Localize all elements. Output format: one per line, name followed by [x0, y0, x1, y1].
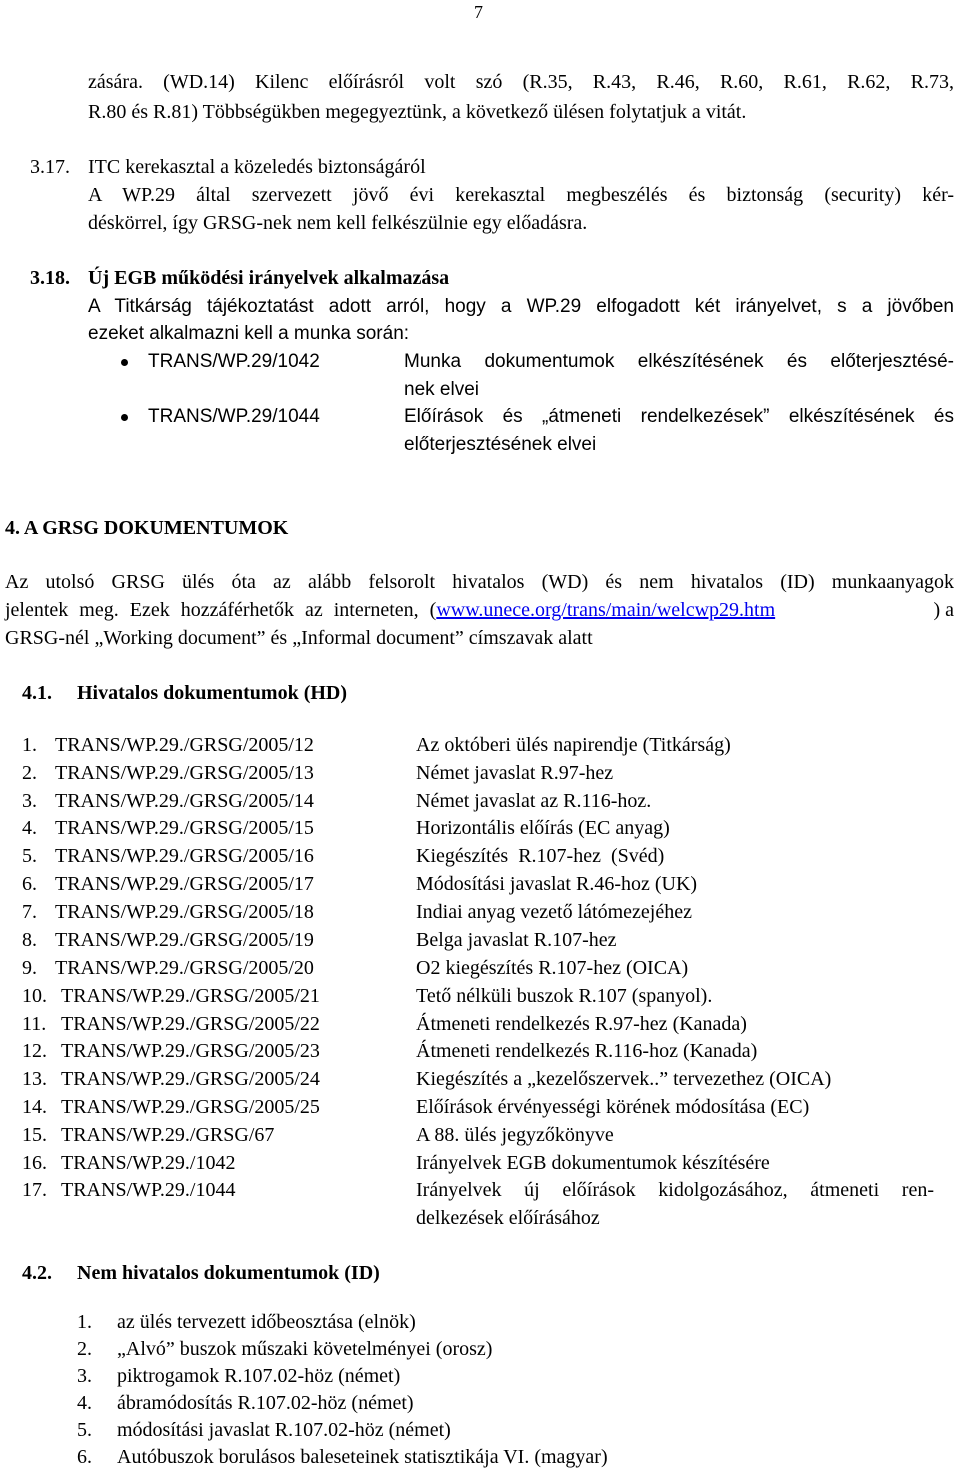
section-3-18-title: Új EGB működési irányelvek alkalmazása: [88, 267, 450, 289]
doc-number: 16.: [22, 1152, 47, 1174]
doc-code: TRANS/WP.29./1042: [61, 1152, 236, 1174]
section-4-heading: 4. A GRSG DOKUMENTUMOK: [5, 517, 289, 539]
doc-code: TRANS/WP.29./GRSG/2005/16: [55, 845, 314, 867]
section-3-18-line-1: A Titkárság tájékoztatást adott arról, hogy a WP.29 elfogadott két irányelvet, s a jövőben: [88, 296, 954, 317]
section-3-18-line-2: ezeket alkalmazni kell a munka során:: [88, 323, 410, 344]
doc-number: 9.: [22, 957, 37, 979]
doc-description: Tető nélküli buszok R.107 (spanyol).: [416, 985, 713, 1007]
informal-text: módosítási javaslat R.107.02-höz (német): [117, 1419, 451, 1441]
bullet-code-1: TRANS/WP.29/1042: [148, 351, 320, 372]
informal-number: 4.: [77, 1392, 92, 1414]
doc-number: 13.: [22, 1068, 47, 1090]
doc-code: TRANS/WP.29./1044: [61, 1179, 236, 1201]
informal-number: 3.: [77, 1365, 92, 1387]
section-3-17-line-2: déskörrel, így GRSG-nek nem kell felkészülnie egy előadásra.: [88, 212, 588, 234]
doc-description: Német javaslat az R.116-hoz.: [416, 790, 652, 812]
doc-description: Kiegészítés a „kezelőszervek..” tervezethez (OICA): [416, 1068, 832, 1090]
section-4-line-2-post: ) a: [933, 599, 954, 621]
section-3-18-number: 3.18.: [30, 267, 70, 289]
bullet-desc-1-cont: nek elvei: [404, 379, 479, 400]
page-number: 7: [474, 2, 483, 22]
doc-description: Indiai anyag vezető látómezejéhez: [416, 901, 692, 923]
bullet-desc-1: Munka dokumentumok elkészítésének és előterjesztésé-: [404, 351, 954, 372]
bullet-desc-2-cont: előterjesztésének elvei: [404, 434, 597, 455]
section-3-17-title: ITC kerekasztal a közeledés biztonságáról: [88, 156, 426, 178]
informal-number: 5.: [77, 1419, 92, 1441]
doc-code: TRANS/WP.29./GRSG/2005/12: [55, 734, 314, 756]
doc-number: 8.: [22, 929, 37, 951]
doc-number: 15.: [22, 1124, 47, 1146]
section-4-1-number: 4.1.: [22, 682, 52, 704]
doc-number: 12.: [22, 1040, 47, 1062]
doc-code: TRANS/WP.29./GRSG/2005/21: [61, 985, 320, 1007]
informal-text: ábramódosítás R.107.02-höz (német): [117, 1392, 414, 1414]
bullet-dot: [121, 414, 128, 421]
doc-code: TRANS/WP.29./GRSG/2005/22: [61, 1013, 320, 1035]
doc-code: TRANS/WP.29./GRSG/67: [61, 1124, 275, 1146]
section-4-1-title: Hivatalos dokumentumok (HD): [77, 682, 348, 704]
intro-line-2: R.80 és R.81) Többségükben megegyeztünk, a következő ülésen folytatjuk a vitát.: [88, 101, 747, 123]
doc-number: 6.: [22, 873, 37, 895]
doc-code: TRANS/WP.29./GRSG/2005/18: [55, 901, 314, 923]
informal-text: piktrogamok R.107.02-höz (német): [117, 1365, 401, 1387]
doc-number: 10.: [22, 985, 47, 1007]
doc-code: TRANS/WP.29./GRSG/2005/19: [55, 929, 314, 951]
doc-number: 3.: [22, 790, 37, 812]
doc-number: 14.: [22, 1096, 47, 1118]
section-4-line-2-text: jelentek meg. Ezek hozzáférhetők az interneten, (www.unece.org/trans/main/welcwp29.htm: [5, 599, 776, 621]
intro-line-1: zására. (WD.14) Kilenc előírásról volt szó (R.35, R.43, R.46, R.60, R.61, R.62, R.73,: [88, 71, 954, 93]
informal-text: az ülés tervezett időbeosztása (elnök): [117, 1311, 416, 1333]
doc-code: TRANS/WP.29./GRSG/2005/14: [55, 790, 314, 812]
informal-number: 2.: [77, 1338, 92, 1360]
section-4-line-3: GRSG-nél „Working document” és „Informal document” címszavak alatt: [5, 627, 593, 649]
doc-description: A 88. ülés jegyzőkönyve: [416, 1124, 614, 1146]
bullet-dot: [121, 359, 128, 366]
doc-description: Irányelvek új előírások kidolgozásához, átmeneti ren-: [416, 1179, 934, 1201]
doc-description-cont: delkezések előírásához: [416, 1207, 600, 1229]
section-4-2-title: Nem hivatalos dokumentumok (ID): [77, 1262, 380, 1284]
doc-code: TRANS/WP.29./GRSG/2005/23: [61, 1040, 320, 1062]
doc-number: 4.: [22, 817, 37, 839]
unece-link[interactable]: www.unece.org/trans/main/welcwp29.htm: [436, 599, 776, 621]
doc-description: Átmeneti rendelkezés R.116-hoz (Kanada): [416, 1040, 758, 1062]
doc-description: Előírások érvényességi körének módosítása (EC): [416, 1096, 810, 1118]
doc-description: Irányelvek EGB dokumentumok készítésére: [416, 1152, 770, 1174]
informal-number: 6.: [77, 1446, 92, 1468]
informal-text: Autóbuszok borulásos baleseteinek statisztikája VI. (magyar): [117, 1446, 608, 1468]
bullet-desc-2: Előírások és „átmeneti rendelkezések” elkészítésének és: [404, 406, 954, 427]
section-3-17-number: 3.17.: [30, 156, 70, 178]
doc-code: TRANS/WP.29./GRSG/2005/17: [55, 873, 314, 895]
doc-code: TRANS/WP.29./GRSG/2005/13: [55, 762, 314, 784]
doc-number: 1.: [22, 734, 37, 756]
doc-description: O2 kiegészítés R.107-hez (OICA): [416, 957, 689, 979]
doc-description: Módosítási javaslat R.46-hoz (UK): [416, 873, 698, 895]
doc-description: Kiegészítés R.107-hez (Svéd): [416, 845, 665, 867]
doc-number: 5.: [22, 845, 37, 867]
informal-number: 1.: [77, 1311, 92, 1333]
doc-number: 17.: [22, 1179, 47, 1201]
section-4-line-1: Az utolsó GRSG ülés óta az alább felsorolt hivatalos (WD) és nem hivatalos (ID) munkaanyagok: [5, 571, 954, 593]
doc-code: TRANS/WP.29./GRSG/2005/24: [61, 1068, 320, 1090]
section-4-2-number: 4.2.: [22, 1262, 52, 1284]
doc-description: Az októberi ülés napirendje (Titkárság): [416, 734, 731, 756]
doc-number: 2.: [22, 762, 37, 784]
doc-code: TRANS/WP.29./GRSG/2005/25: [61, 1096, 320, 1118]
doc-description: Horizontális előírás (EC anyag): [416, 817, 670, 839]
doc-description: Belga javaslat R.107-hez: [416, 929, 617, 951]
doc-number: 11.: [22, 1013, 47, 1035]
bullet-code-2: TRANS/WP.29/1044: [148, 406, 320, 427]
section-3-17-line-1: A WP.29 által szervezett jövő évi kerekasztal megbeszélés és biztonság (security) kér-: [88, 184, 954, 206]
doc-code: TRANS/WP.29./GRSG/2005/20: [55, 957, 314, 979]
informal-text: „Alvó” buszok műszaki követelményei (orosz): [117, 1338, 493, 1360]
doc-description: Átmeneti rendelkezés R.97-hez (Kanada): [416, 1013, 747, 1035]
section-4-line-2: [5, 600, 954, 620]
doc-code: TRANS/WP.29./GRSG/2005/15: [55, 817, 314, 839]
doc-number: 7.: [22, 901, 37, 923]
doc-description: Német javaslat R.97-hez: [416, 762, 614, 784]
